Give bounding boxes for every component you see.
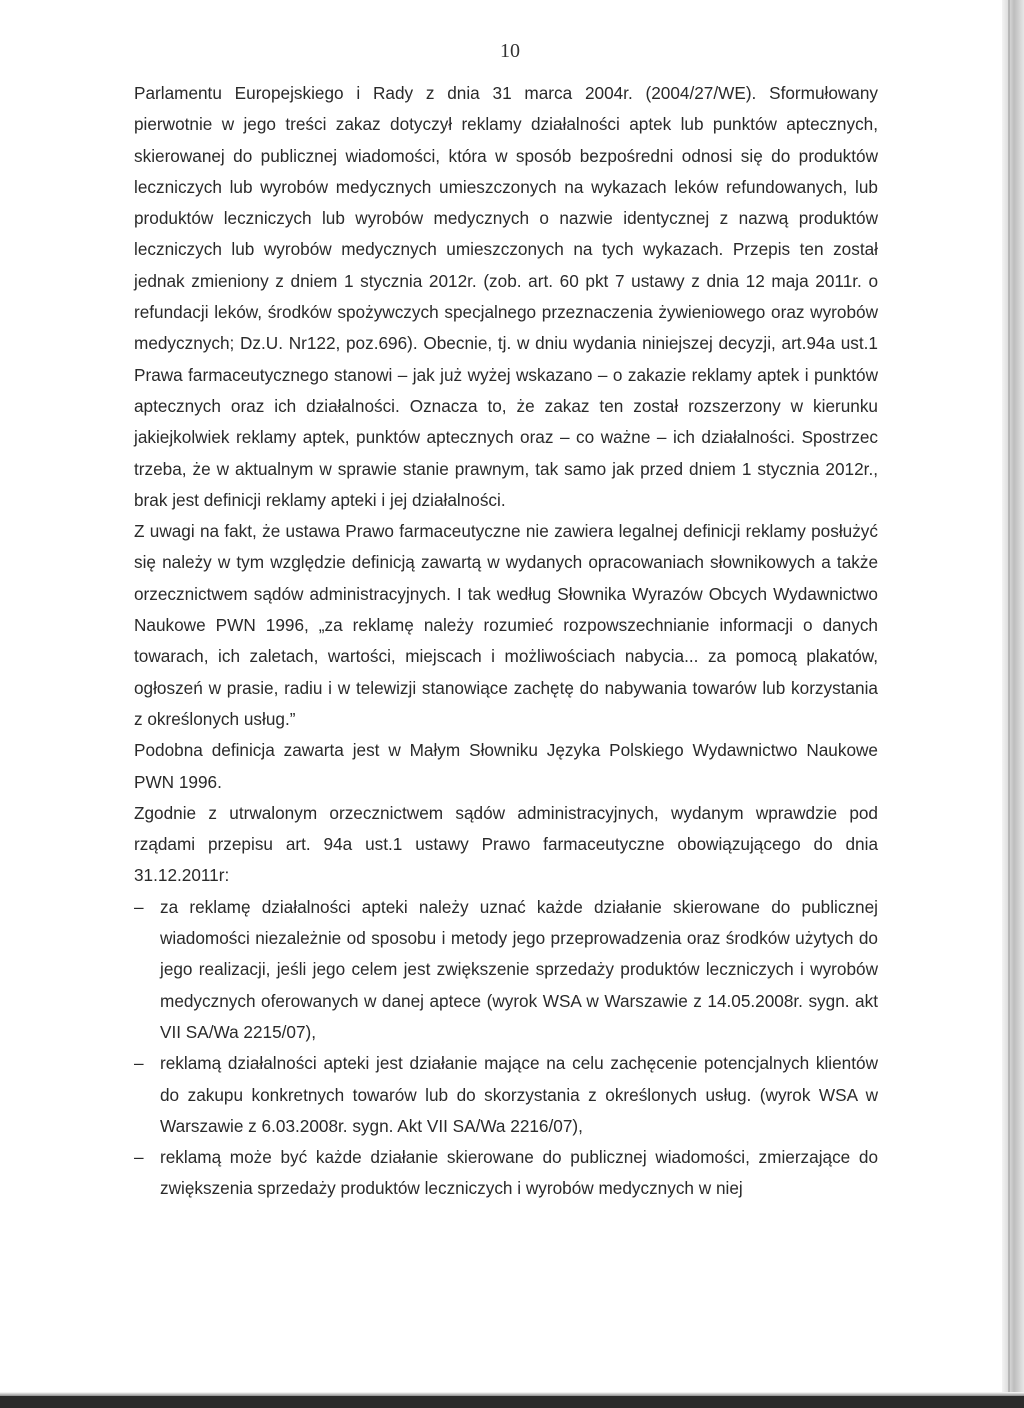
paragraph-3: Podobna definicja zawarta jest w Małym Słowniku Języka Polskiego Wydawnictwo Naukowe PWN 1996. xyxy=(134,740,878,792)
list-dash: – xyxy=(134,1053,144,1074)
list-item-text: reklamą działalności apteki jest działanie mające na celu zachęcenie potencjalnych klientów do zakupu konkretnych towarów lub do skorzystania z określonych usług. (wyrok WSA w Warszawie z 6.03.2008r. sygn. Akt VII SA/Wa 2216/07), xyxy=(160,1053,878,1136)
page-number: 10 xyxy=(500,40,520,62)
judgments-list xyxy=(134,892,878,1205)
scan-edge-right xyxy=(1002,0,1024,1408)
list-item-text: reklamą może być każde działanie skierowane do publicznej wiadomości, zmierzające do zwiększenia sprzedaży produktów leczniczych i wyrobów medycznych w niej xyxy=(160,1147,878,1199)
list-dash: – xyxy=(134,1147,144,1168)
list-item-text: za reklamę działalności apteki należy uznać każde działanie skierowane do publicznej wiadomości niezależnie od sposobu i metody jego przeprowadzenia oraz środków użytych do jego realizacji, jeśli jego celem jest zwiększenie sprzedaży produktów leczniczych i wyrobów medycznych oferowanych w danej aptece (wyrok WSA w Warszawie z 14.05.2008r. sygn. akt VII SA/Wa 2215/07), xyxy=(160,896,878,1042)
document-body xyxy=(134,78,878,1205)
scan-edge-right-line xyxy=(1008,0,1010,1408)
list-item xyxy=(134,1048,878,1142)
paragraph-1: Parlamentu Europejskiego i Rady z dnia 31 marca 2004r. (2004/27/WE). Sformułowany pierwotnie w jego treści zakaz dotyczył reklamy działalności aptek lub punktów aptecznych, skierowanej do publicznej wiadomości, która w sposób bezpośredni odnosi się do produktów leczniczych lub wyrobów medycznych umieszczonych na wykazach leków refundowanych, lub produktów leczniczych lub wyrobów medycznych o nazwie identycznej z nazwą produktów leczniczych lub wyrobów medycznych umieszczonych na tych wykazach. Przepis ten został jednak zmieniony z dniem 1 stycznia 2012r. (zob. art. 60 pkt 7 ustawy z dnia 12 maja 2011r. o refundacji leków, środków spożywczych specjalnego przeznaczenia żywieniowego oraz wyrobów medycznych; Dz.U. Nr122, poz.696). Obecnie, tj. w dniu wydania niniejszej decyzji, art.94a ust.1 Prawa farmaceutycznego stanowi – jak już wyżej wskazano – o zakazie reklamy aptek i punktów aptecznych oraz ich działalności. Oznacza to, że zakaz ten został rozszerzony w kierunku jakiejkolwiek reklamy aptek, punktów aptecznych oraz – co ważne – ich działalności. Spostrzec trzeba, że w aktualnym w sprawie stanie prawnym, tak samo jak przed dniem 1 stycznia 2012r., brak jest definicji reklamy apteki i jej działalności. xyxy=(134,83,878,510)
list-item xyxy=(134,1142,878,1205)
scan-edge-bottom xyxy=(0,1396,1024,1408)
paragraph-2: Z uwagi na fakt, że ustawa Prawo farmaceutyczne nie zawiera legalnej definicji reklamy posłużyć się należy w tym względzie definicją zawartą w wydanych opracowaniach słownikowych a także orzecznictwem sądów administracyjnych. I tak według Słownika Wyrazów Obcych Wydawnictwo Naukowe PWN 1996, „za reklamę należy rozumieć rozpowszechnianie informacji o danych towarach, ich zaletach, wartości, miejscach i możliwościach nabycia... za pomocą plakatów, ogłoszeń w prasie, radiu i w telewizji stanowiące zachętę do nabywania towarów lub korzystania z określonych usług.” xyxy=(134,521,878,729)
paragraph-4: Zgodnie z utrwalonym orzecznictwem sądów administracyjnych, wydanym wprawdzie pod rządami przepisu art. 94a ust.1 ustawy Prawo farmaceutyczne obowiązującego do dnia 31.12.2011r: xyxy=(134,802,878,886)
list-dash: – xyxy=(134,896,144,917)
list-item xyxy=(134,892,878,1048)
